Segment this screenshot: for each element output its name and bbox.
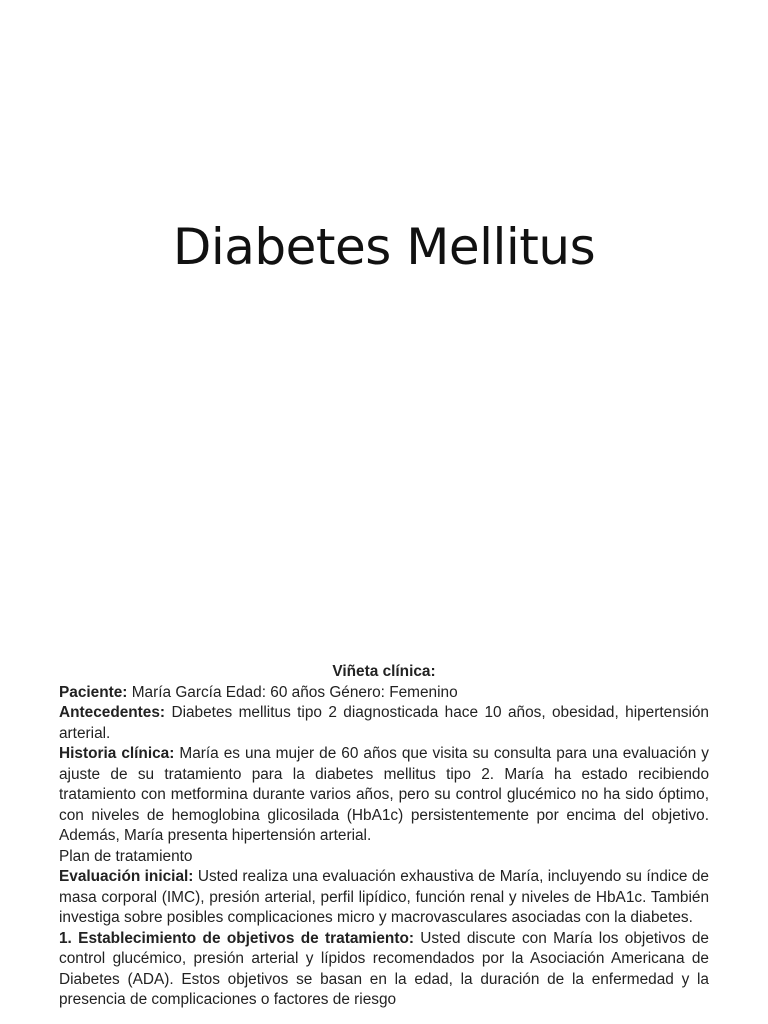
vignette-heading: Viñeta clínica: (332, 663, 436, 680)
initial-evaluation-text: Usted realiza una evaluación exhaustiva de María, incluyendo su índice de masa corporal (IMC), presión arterial, perfil lipídico, función renal y niveles de HbA1c. También investiga sobre posibles complicaciones micro y macrovasculares asociadas con la diabetes. (59, 868, 709, 926)
patient-paragraph (59, 683, 709, 704)
history-label: Antecedentes: (59, 704, 166, 721)
initial-evaluation-label: Evaluación inicial: (59, 868, 194, 885)
treatment-goals-text: Usted discute con María los objetivos de control glucémico, presión arterial y lípidos recomendados por la Asociación Americana de Diabetes (ADA). Estos objetivos se basan en la edad, la duración de la enfermedad y la presencia de complicaciones o factores de riesgo (59, 929, 709, 1008)
treatment-plan-heading: Plan de tratamiento (59, 847, 193, 865)
slide-title: Diabetes Mellitus (172, 218, 596, 276)
clinical-vignette (59, 662, 709, 1011)
clinical-history-label: Historia clínica: (59, 745, 175, 762)
patient-label: Paciente: (59, 683, 128, 701)
clinical-history-text: María es una mujer de 60 años que visita su consulta para una evaluación y ajuste de su tratamiento para la diabetes mellitus tipo 2. María ha estado recibiendo tratamiento con metformina durante varios años, pero su control glucémico no ha sido óptimo, con niveles de hemoglobina glicosilada (HbA1c) persistentemente por encima del objetivo. Además, María presenta hipertensión arterial. (59, 745, 709, 844)
clinical-history-paragraph (59, 744, 709, 847)
history-paragraph (59, 703, 709, 744)
history-text: Diabetes mellitus tipo 2 diagnosticada hace 10 años, obesidad, hipertensión arterial. (59, 704, 709, 742)
patient-text: María García Edad: 60 años Género: Femenino (127, 683, 458, 701)
initial-evaluation-paragraph (59, 867, 709, 929)
treatment-goals-paragraph (59, 929, 709, 1011)
treatment-goals-label: 1. Establecimiento de objetivos de tratamiento: (59, 929, 414, 947)
